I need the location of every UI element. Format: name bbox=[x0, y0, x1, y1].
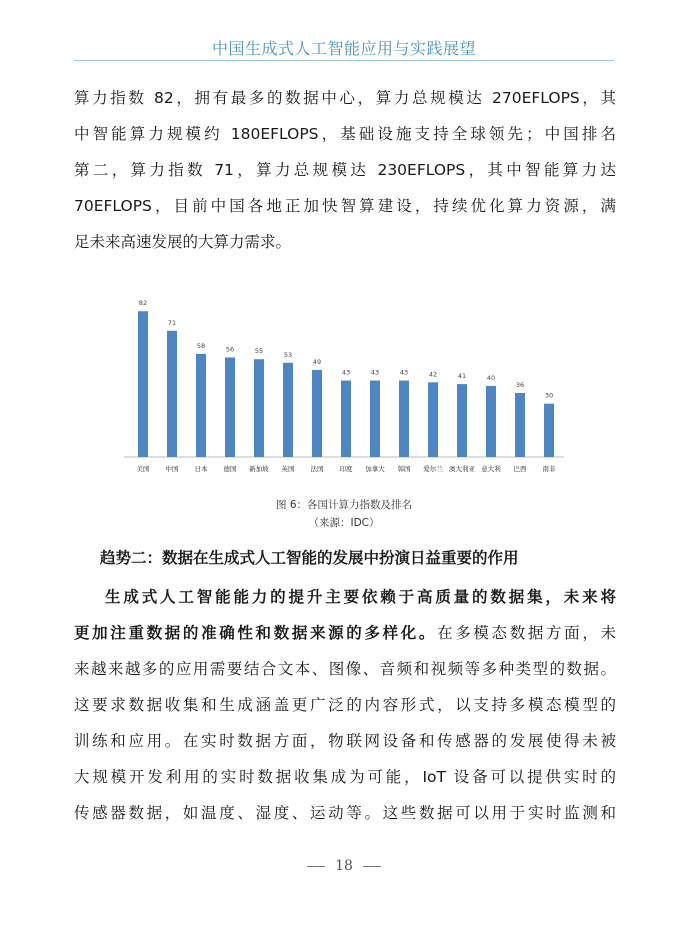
bar bbox=[196, 354, 206, 457]
category-label: 意大利 bbox=[481, 465, 501, 473]
data-label: 43 bbox=[341, 368, 351, 377]
bar bbox=[428, 382, 438, 457]
paragraph-line-mixed bbox=[74, 615, 616, 651]
bar bbox=[370, 381, 380, 457]
bar bbox=[515, 393, 525, 457]
computing-index-bar-chart bbox=[118, 278, 568, 478]
data-label: 36 bbox=[515, 381, 525, 389]
data-label: 42 bbox=[428, 370, 438, 379]
page-number bbox=[0, 858, 688, 874]
figure-caption: 图 6：各国计算力指数及排名 bbox=[275, 499, 413, 511]
data-label: 56 bbox=[225, 345, 235, 354]
category-label: 澳大利亚 bbox=[449, 465, 475, 473]
category-label: 印度 bbox=[339, 465, 353, 473]
data-label: 43 bbox=[399, 368, 409, 377]
paragraph-data-trend bbox=[74, 579, 616, 831]
paragraph-line: 70EFLOPS，目前中国各地正加快智算建设，持续优化算力资源，满 bbox=[74, 197, 616, 215]
paragraph-line: 传感器数据，如温度、湿度、运动等。这些数据可以用于实时监测和 bbox=[74, 804, 616, 822]
category-label: 法国 bbox=[310, 465, 324, 473]
paragraph-line: 中智能算力规模约 180EFLOPS，基础设施支持全球领先；中国排名 bbox=[74, 125, 616, 143]
paragraph-computing-power bbox=[74, 80, 616, 260]
paragraph-line-bold: 生成式人工智能能力的提升主要依赖于高质量的数据集，未来将 bbox=[105, 588, 616, 606]
category-label: 中国 bbox=[165, 465, 179, 473]
category-label: 日本 bbox=[194, 465, 208, 473]
paragraph-line: 足未来高速发展的大算力需求。 bbox=[74, 233, 292, 251]
running-header-title: 中国生成式人工智能应用与实践展望 bbox=[211, 39, 476, 58]
bar bbox=[457, 384, 467, 457]
paragraph-line: 训练和应用。在实时数据方面，物联网设备和传感器的发展使得未被 bbox=[74, 732, 616, 750]
category-label: 韩国 bbox=[397, 465, 411, 473]
bar bbox=[399, 381, 409, 457]
bar bbox=[138, 311, 148, 457]
bar bbox=[254, 359, 264, 457]
figure-source: （来源：IDC） bbox=[308, 517, 380, 529]
paragraph-line: 大规模开发利用的实时数据收集成为可能，IoT 设备可以提供实时的 bbox=[74, 768, 616, 786]
category-label: 新加坡 bbox=[249, 465, 269, 473]
paragraph-line: 算力指数 82，拥有最多的数据中心，算力总规模达 270EFLOPS，其 bbox=[74, 89, 616, 107]
category-label: 南非 bbox=[542, 465, 556, 473]
bold-phrase: 更加注重数据的准确性和数据来源的多样化。 bbox=[74, 624, 438, 642]
paragraph-line: 来越来越多的应用需要结合文本、图像、音频和视频等多种类型的数据。 bbox=[74, 660, 616, 678]
page-number-dash bbox=[363, 866, 381, 867]
bar bbox=[341, 381, 351, 457]
data-label: 49 bbox=[312, 357, 322, 366]
page-number-value: 18 bbox=[335, 858, 353, 874]
data-label: 41 bbox=[457, 372, 467, 381]
bar bbox=[167, 331, 177, 457]
data-label: 40 bbox=[486, 373, 496, 382]
bar bbox=[312, 370, 322, 457]
header-rule bbox=[74, 60, 614, 61]
category-label: 美国 bbox=[136, 465, 150, 473]
bar bbox=[283, 363, 293, 457]
category-label: 爱尔兰 bbox=[423, 465, 443, 473]
bar bbox=[225, 357, 235, 457]
page-number-dash bbox=[307, 866, 325, 867]
category-label: 巴西 bbox=[513, 465, 527, 473]
category-label: 德国 bbox=[223, 465, 237, 473]
category-label: 英国 bbox=[281, 465, 295, 473]
data-label: 58 bbox=[196, 341, 206, 350]
data-label: 30 bbox=[544, 391, 554, 400]
data-label: 55 bbox=[254, 347, 264, 356]
section-heading: 趋势二：数据在生成式人工智能的发展中扮演日益重要的作用 bbox=[100, 549, 519, 567]
data-label: 43 bbox=[370, 368, 380, 377]
data-label: 71 bbox=[167, 318, 177, 327]
category-label: 加拿大 bbox=[365, 465, 385, 473]
paragraph-line: 第二，算力指数 71，算力总规模达 230EFLOPS，其中智能算力达 bbox=[74, 161, 616, 179]
text-run: 在多模态数据方面，未 bbox=[437, 624, 616, 642]
data-label: 82 bbox=[138, 299, 148, 308]
paragraph-line: 这要求数据收集和生成涵盖更广泛的内容形式，以支持多模态模型的 bbox=[74, 696, 616, 714]
data-label: 53 bbox=[283, 350, 293, 359]
bar bbox=[486, 386, 496, 457]
bar bbox=[544, 404, 554, 457]
